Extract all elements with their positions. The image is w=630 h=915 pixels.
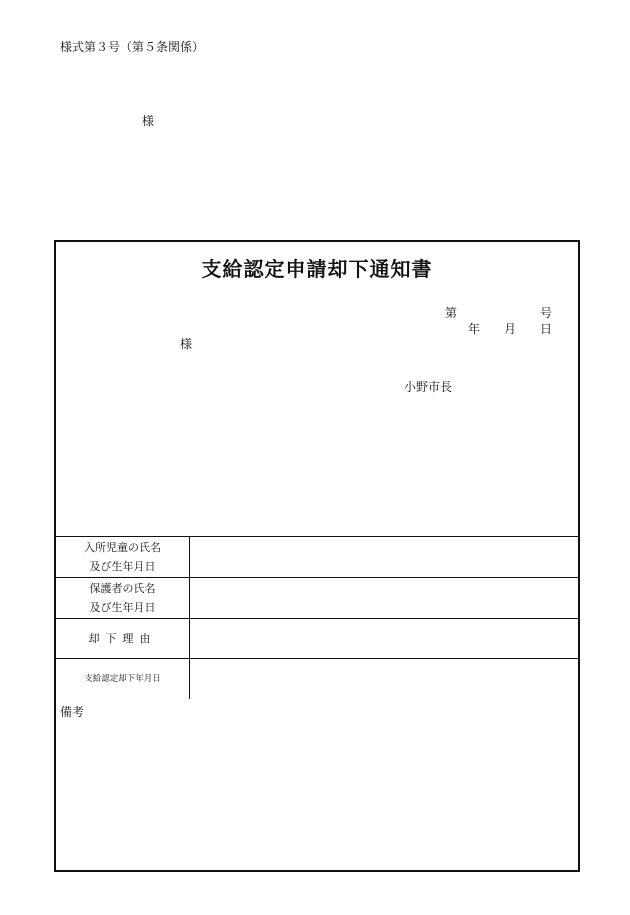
row-value-rejection-date <box>190 659 579 700</box>
table-row <box>56 537 578 578</box>
row-label-line: 入所児童の氏名 <box>84 541 161 554</box>
notice-frame <box>54 240 580 872</box>
row-label-line: 及び生年月日 <box>89 601 156 614</box>
date-day-label: 日 <box>540 322 553 336</box>
table-row <box>56 578 578 619</box>
info-table <box>56 536 578 699</box>
row-label-guardian <box>56 578 190 619</box>
table-row <box>56 619 578 659</box>
row-value-guardian <box>190 578 579 619</box>
row-value-child <box>190 537 579 578</box>
form-number: 様式第３号（第５条関係） <box>60 40 205 54</box>
date-year-label: 年 <box>468 322 481 336</box>
outer-addressee-suffix: 様 <box>142 114 155 128</box>
issuer-name: 小野市長 <box>404 380 453 394</box>
row-label-line: 及び生年月日 <box>89 560 156 573</box>
remarks-label: 備考 <box>60 705 85 719</box>
document-title: 支給認定申請却下通知書 <box>201 257 433 281</box>
date-month-label: 月 <box>504 322 517 336</box>
table-row <box>56 659 578 700</box>
row-label-reason: 却下理由 <box>56 619 190 659</box>
document-number-prefix: 第 <box>445 306 458 320</box>
document-number-suffix: 号 <box>540 306 553 320</box>
inner-addressee-suffix: 様 <box>180 337 193 351</box>
row-value-reason <box>190 619 579 659</box>
row-label-line: 保護者の氏名 <box>89 582 156 595</box>
row-label-child <box>56 537 190 578</box>
row-label-rejection-date: 支給認定却下年月日 <box>56 659 190 700</box>
